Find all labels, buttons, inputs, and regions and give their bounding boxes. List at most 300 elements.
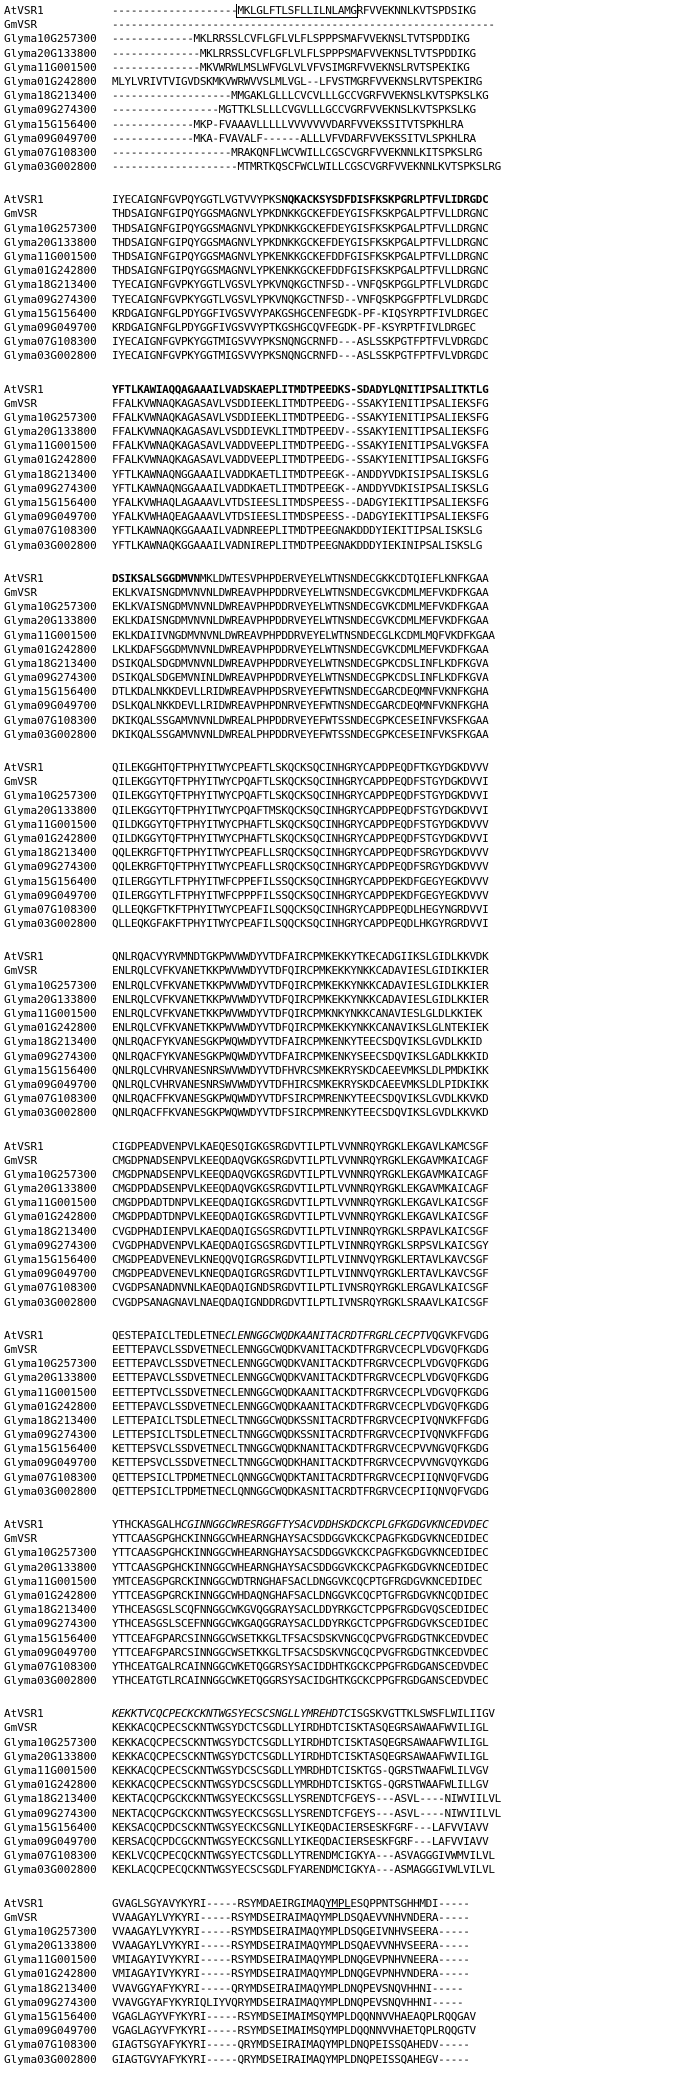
sequence-segment: DSIKQALSDGEMVNINLDWREAVPHPDDRVEYELWTNSNDECGPKCDSLINFLKDFKGVA [112, 671, 489, 685]
sequence-segment: LETTEPSICLTSDLETNECLTNNGGCWQDKSSNITACRDTFRGRVCECPIVQNVKFFGDG [112, 1428, 489, 1442]
sequence-residues [112, 1982, 685, 1996]
sequence-name: Glyma01G242800 [4, 1967, 97, 1981]
sequence-name: Glyma01G242800 [4, 1778, 97, 1792]
sequence-name: Glyma09G049700 [4, 888, 97, 902]
alignment-row [4, 397, 685, 411]
sequence-segment: ENLRQLCVFKVANETKKPWVWWDYVTDFQIRCPMKEKKYNKKCADAVIESLGIDLKKIER [112, 992, 489, 1006]
sequence-segment: KEKTACQCPGCKCKNTWGSYECKCSGSLLYSRENDTCFGEYS---ASVL----NIWVIILVL [112, 1792, 501, 1806]
alignment-row [4, 1210, 685, 1224]
sequence-name: Glyma20G133800 [4, 1749, 97, 1763]
sequence-name: Glyma10G257300 [4, 600, 97, 614]
sequence-name: GmVSR [4, 585, 38, 599]
sequence-name: GmVSR [4, 207, 38, 221]
sequence-name: Glyma09G274300 [4, 671, 97, 685]
sequence-residues [112, 468, 685, 482]
sequence-segment: CGINNGGCWRESRGGFTYSACVDDHSKDCKCPLGFKGDGVKNCEDVDEC [181, 1518, 489, 1531]
sequence-segment: YMPL [325, 1896, 351, 1910]
sequence-segment: VMIAGAYIVYKYRI-----RSYMDSEIRAIMAQYMPLDNQGEVPNHVNEERA----- [112, 1953, 470, 1967]
sequence-name: Glyma07G108300 [4, 1092, 97, 1106]
alignment-row [4, 1939, 685, 1953]
sequence-segment: QNLRQACFFKVANESGKPWQWWDYVTDFSIRCPMRENKYTEECSDQVIKSLGVDLKKVKD [112, 1092, 489, 1106]
sequence-residues [112, 1532, 685, 1546]
sequence-segment: GIAGTSGYAFYKYRI-----QRYMDSEIRAIMAQYMPLDNQPEISSQAHEDV----- [112, 2038, 470, 2052]
alignment-row [4, 572, 685, 586]
sequence-residues [112, 600, 685, 614]
alignment-row [4, 75, 685, 89]
sequence-residues [112, 4, 685, 18]
sequence-name: Glyma07G108300 [4, 1470, 97, 1484]
alignment-row [4, 685, 685, 699]
sequence-name: Glyma15G156400 [4, 306, 97, 320]
sequence-segment: QLLEQKGFTKFTPHYITWYCPEAFILSQQCKSQCINHGRYCAPDPEQDLHEGYNGRDVVI [112, 902, 489, 916]
sequence-name: Glyma03G002800 [4, 1674, 97, 1688]
alignment-row [4, 1953, 685, 1967]
sequence-residues [112, 89, 685, 103]
sequence-residues [112, 1428, 685, 1442]
sequence-residues [112, 1953, 685, 1967]
sequence-segment: -------------MKLRRSSLCVFLGFLVLFLSPPPSMAFVVEKNSLTVTSPDDIKG [112, 32, 470, 46]
sequence-segment: EKLKDAIIVNGDMVNVNLDWREAVPHPDDRVEYELWTNSNDECGLKCDMLMQFVKDFKGAA [112, 628, 495, 642]
sequence-name: Glyma09G274300 [4, 1995, 97, 2009]
sequence-name: Glyma20G133800 [4, 803, 97, 817]
alignment-row [4, 250, 685, 264]
alignment-row [4, 2010, 685, 2024]
alignment-row [4, 614, 685, 628]
sequence-segment: IYECAIGNFGVPQYGGTLVGTVVYPKS [112, 193, 282, 207]
sequence-segment: QNLRQACFYKVANESGKPWQWWDYVTDFAIRCPMKENKYSEECSDQVIKSLGADLKKKID [112, 1049, 489, 1063]
sequence-name: Glyma09G049700 [4, 320, 97, 334]
alignment-row [4, 1632, 685, 1646]
sequence-name: Glyma09G274300 [4, 103, 97, 117]
alignment-row [4, 1050, 685, 1064]
alignment-row [4, 103, 685, 117]
sequence-name: AtVSR1 [4, 950, 44, 964]
alignment-row [4, 600, 685, 614]
sequence-residues [112, 714, 685, 728]
sequence-residues [112, 61, 685, 75]
sequence-segment: CVGDPSANAGNAVLNAEQDAQIGNDDRGDVTILPTLIVNSRQYRGKLSRAAVLKAICSGF [112, 1295, 489, 1309]
sequence-residues [112, 1064, 685, 1078]
sequence-residues [112, 2038, 685, 2052]
sequence-segment: GIAGTGVYAFYKYRI-----QRYMDSEIRAIMAQYMPLDNQPEISSQAHEGV----- [112, 2052, 470, 2066]
sequence-segment: KETTEPSVCLSSDVETNECLTNNGGCWQDKHANITACKDTFRGRVCECPVVNGVQYKGDG [112, 1456, 489, 1470]
alignment-row [4, 1239, 685, 1253]
alignment-row [4, 160, 685, 174]
alignment-row [4, 222, 685, 236]
sequence-segment: ENLRQLCVFKVANETKKPWVWWDYVTDFQIRCPMKEKKYNKKCADAVIESLGIDLKKIER [112, 978, 489, 992]
alignment-row [4, 236, 685, 250]
alignment-row [4, 950, 685, 964]
sequence-segment: LETTEPAICLTSDLETNECLTNNGGCWQDKSSNITACRDTFRGRVCECPIVQNVKFFGDG [112, 1413, 489, 1427]
sequence-segment: FFALKVWNAQKAGASAVLVSDDIEVKLITMDTPEEDV--SSAKYIENITIPSALIEKSFG [112, 425, 489, 439]
sequence-segment: EETTEPAVCLSSDVETNECLENNGGCWQDKVANITACKDTFRGRVCECPLVDGVQFKGDG [112, 1342, 489, 1356]
alignment-row [4, 1168, 685, 1182]
sequence-name: Glyma11G001500 [4, 1574, 97, 1588]
alignment-row [4, 1007, 685, 1021]
sequence-segment: THDSAIGNFGIPQYGGSMAGNVLYPKENKKGCKEFDDFGISFKSKPGALPTFVLLDRGNC [112, 250, 489, 263]
sequence-name: Glyma11G001500 [4, 1764, 97, 1777]
alignment-row [4, 1140, 685, 1154]
sequence-segment: YTTCEAFGPARCSINNGGCWSETKKGLTFSACSDSKVNGCQCPVGFRGDGTNKCEDVDEC [112, 1645, 489, 1659]
sequence-name: Glyma09G049700 [4, 2024, 97, 2038]
sequence-residues [112, 1343, 685, 1357]
sequence-residues [112, 160, 685, 174]
alignment-block [4, 1329, 685, 1499]
sequence-name: AtVSR1 [4, 4, 44, 17]
sequence-segment: DKIKQALSSGAMVNVNLDWREALPHPDDRVEYEFWTSSNDECGPKCESEINFVKSFKGAA [112, 727, 489, 741]
sequence-name: Glyma01G242800 [4, 642, 97, 656]
alignment-row [4, 524, 685, 538]
sequence-name: AtVSR1 [4, 1518, 44, 1531]
alignment-row [4, 775, 685, 789]
alignment-row [4, 411, 685, 425]
alignment-row [4, 1646, 685, 1660]
sequence-name: Glyma09G274300 [4, 1238, 97, 1252]
sequence-name: Glyma18G213400 [4, 278, 97, 292]
sequence-residues [112, 964, 685, 978]
sequence-residues [112, 425, 685, 439]
sequence-name: Glyma18G213400 [4, 1603, 97, 1617]
sequence-residues [112, 1168, 685, 1182]
sequence-name: Glyma11G001500 [4, 1385, 97, 1399]
sequence-segment: KEKKTVCQCPECKCKNTWGSYECSCSNGLLYMREHDTC [112, 1707, 351, 1721]
sequence-residues [112, 614, 685, 628]
sequence-residues [112, 18, 685, 32]
sequence-name: Glyma09G274300 [4, 1806, 97, 1820]
sequence-segment: CMGDPEADVENEVLKNEQDAQIGRGSRGDVTILPTLVINNVQYRGKLERTAVLKAVCSGF [112, 1267, 489, 1281]
sequence-name: Glyma10G257300 [4, 1357, 97, 1371]
sequence-name: AtVSR1 [4, 1139, 44, 1153]
sequence-name: Glyma10G257300 [4, 978, 97, 992]
sequence-name: Glyma01G242800 [4, 264, 97, 278]
sequence-residues [112, 103, 685, 117]
sequence-segment: CIGDPEADVENPVLKAEQESQIGKGSRGDVTILPTLVVNNRQYRGKLEKGAVLKAMCSGF [112, 1139, 489, 1153]
sequence-segment: IYECAIGNFGVPKYGGTMIGSVVYPKSNQNGCRNFD---ASLSSKPGTFPTFVLVDRGDC [112, 349, 489, 363]
alignment-block [4, 950, 685, 1120]
sequence-name: Glyma10G257300 [4, 1167, 97, 1181]
sequence-residues [112, 1357, 685, 1371]
sequence-name: GmVSR [4, 1342, 38, 1356]
alignment-row [4, 1532, 685, 1546]
sequence-segment: KEKLACQCPECQCKNTWGSYECSCSGDLFYARENDMCIGKYA---ASMAGGGIVWLVILVL [112, 1863, 495, 1877]
alignment-row [4, 47, 685, 61]
sequence-name: Glyma10G257300 [4, 32, 97, 46]
alignment-row [4, 1329, 685, 1343]
alignment-row [4, 1721, 685, 1735]
sequence-segment: KRDGAIGNFGLPDYGGFIVGSVVYPAKGSHGCENFEGDK-PF-KIQSYRPTFIVLDRGEC [112, 306, 489, 320]
sequence-segment: QILDKGGYTQFTPHYITWYCPHAFTLSKQCKSQCINHGRYCAPDPEQDFSTGYDGKDVVI [112, 831, 489, 845]
sequence-name: Glyma07G108300 [4, 1849, 97, 1863]
sequence-name: Glyma11G001500 [4, 1953, 97, 1967]
sequence-name: Glyma18G213400 [4, 1413, 97, 1427]
alignment-row [4, 1386, 685, 1400]
sequence-residues [112, 193, 685, 207]
sequence-name: Glyma09G049700 [4, 699, 97, 713]
sequence-name: Glyma09G274300 [4, 860, 97, 874]
sequence-name: Glyma11G001500 [4, 1196, 97, 1210]
sequence-segment: DKIKQALSSGAMVNVNLDWREALPHPDDRVEYEFWTSSNDECGPKCESEINFVKSFKGAA [112, 713, 489, 727]
sequence-residues [112, 1849, 685, 1863]
sequence-residues [112, 1296, 685, 1310]
sequence-name: Glyma09G274300 [4, 481, 97, 495]
sequence-segment: THDSAIGNFGIPQYGGSMAGNVLYPKDNKKGCKEFDEYGISFKSKPGALPTFVLLDRGNC [112, 207, 489, 221]
sequence-residues [112, 1939, 685, 1953]
alignment-row [4, 307, 685, 321]
sequence-segment: -------------MKA-FVAVALF------ALLLVFVDARFVVEKSSITVLSPKHLRA [112, 131, 476, 145]
sequence-residues [112, 510, 685, 524]
sequence-name: Glyma07G108300 [4, 524, 97, 538]
alignment-row [4, 1106, 685, 1120]
sequence-residues [112, 1400, 685, 1414]
alignment-row [4, 1442, 685, 1456]
sequence-residues [112, 2053, 685, 2067]
alignment-row [4, 1660, 685, 1674]
sequence-name: Glyma15G156400 [4, 1631, 97, 1645]
sequence-segment: QNLRQLCVHRVANESNRSWVWWDYVTDFHIRCSMKEKRYSKDCAEEVMKSLDLPIDKIKK [112, 1077, 489, 1091]
sequence-name: Glyma01G242800 [4, 1588, 97, 1602]
alignment-row [4, 1281, 685, 1295]
sequence-name: Glyma20G133800 [4, 1939, 97, 1953]
sequence-segment: KEKKACQCPECSCKNTWGSYDCSCSGDLLYMRDHDTCISKTGS-QGRSTWAAFWLILVGV [112, 1764, 489, 1777]
sequence-name: Glyma07G108300 [4, 902, 97, 916]
sequence-residues [112, 32, 685, 46]
sequence-residues [112, 524, 685, 538]
sequence-residues [112, 1414, 685, 1428]
sequence-segment: CVGDPSANADNVNLKAEQDAQIGNDSRGDVTILPTLIVNSRQYRGKLERGAVLKAICSGF [112, 1281, 489, 1295]
sequence-segment: QETTEPSICLTPDMETNECLQNNGGCWQDKTANITACRDTFRGRVCECPIIQNVQFVGDG [112, 1470, 489, 1484]
sequence-residues [112, 950, 685, 964]
sequence-segment: ESQPPNTSGHHMDI----- [350, 1896, 470, 1910]
alignment-row [4, 264, 685, 278]
sequence-residues [112, 1967, 685, 1981]
sequence-residues [112, 1750, 685, 1764]
alignment-row [4, 2038, 685, 2052]
alignment-row [4, 629, 685, 643]
alignment-row [4, 1400, 685, 1414]
sequence-segment: YFTLKAWIAQQAGAAAILVADSKAEPLITMDTPEEDKS-SDADYLQNITIPSALITKTLG [112, 382, 489, 396]
sequence-name: Glyma18G213400 [4, 1792, 97, 1806]
alignment-row [4, 903, 685, 917]
alignment-row [4, 1807, 685, 1821]
sequence-residues [112, 1646, 685, 1660]
alignment-block [4, 1518, 685, 1688]
alignment-row [4, 657, 685, 671]
sequence-residues [112, 349, 685, 363]
sequence-name: AtVSR1 [4, 761, 44, 774]
sequence-name: Glyma15G156400 [4, 117, 97, 131]
sequence-segment: ------------------------------------------------------------- [112, 18, 495, 32]
sequence-name: Glyma10G257300 [4, 410, 97, 424]
sequence-segment: FFALKVWNAQKAGASAVLVSDDIEEKLITMDTPEEDG--SSAKYIENITIPSALIEKSFG [112, 410, 489, 424]
sequence-name: Glyma03G002800 [4, 2052, 97, 2066]
sequence-residues [112, 1707, 685, 1721]
sequence-segment: GVAGLSGYAVYKYRI-----RSYMDAEIRGIMAQ [112, 1896, 326, 1910]
sequence-name: Glyma01G242800 [4, 831, 97, 845]
sequence-segment: CMGDPEADVENEVLKNEQQVQIGRGSRGDVTILPTLVINNVQYRGKLERTAVLKAVCSGF [112, 1253, 489, 1266]
sequence-segment: NEKTACQCPGCKCKNTWGSYECKCSGSLLYSRENDTCFGEYS---ASVL----NIWVIILVL [112, 1806, 501, 1820]
sequence-alignment [4, 4, 685, 2086]
sequence-residues [112, 1456, 685, 1470]
sequence-name: Glyma15G156400 [4, 685, 97, 699]
sequence-segment: YMTCEASGPGRCKINNGGCWDTRNGHAFSACLDNGGVKCQCPTGFRGDGVKNCEDIDEC [112, 1574, 483, 1588]
sequence-segment: CVGDPHADIENPVLKAEQDAQIGSGSRGDVTILPTLVINNRQYRGKLSRPAVLKAICSGF [112, 1224, 489, 1238]
sequence-segment: VMIAGAYIVYKYRI-----RSYMDSEIRAIMAQYMPLDNQGEVPNHVNDERA----- [112, 1967, 470, 1981]
alignment-row [4, 1154, 685, 1168]
alignment-row [4, 1849, 685, 1863]
sequence-residues [112, 411, 685, 425]
alignment-row [4, 1021, 685, 1035]
sequence-name: Glyma10G257300 [4, 1735, 97, 1749]
sequence-segment: YTHCEATGALRCAINNGGCWKETQGGRSYSACIDDHTKGCKCPPGFRGDGANSCEDVDEC [112, 1659, 489, 1673]
sequence-name: Glyma07G108300 [4, 713, 97, 727]
sequence-residues [112, 860, 685, 874]
sequence-residues [112, 1778, 685, 1792]
alignment-block [4, 761, 685, 931]
sequence-name: Glyma15G156400 [4, 2010, 97, 2023]
alignment-row [4, 383, 685, 397]
sequence-name: GmVSR [4, 1721, 38, 1735]
sequence-name: Glyma03G002800 [4, 1295, 97, 1309]
sequence-residues [112, 236, 685, 250]
alignment-row [4, 1863, 685, 1877]
sequence-name: AtVSR1 [4, 382, 44, 396]
sequence-residues [112, 453, 685, 467]
alignment-row [4, 1778, 685, 1792]
alignment-row [4, 1750, 685, 1764]
alignment-block [4, 1707, 685, 1877]
sequence-residues [112, 1196, 685, 1210]
sequence-name: Glyma07G108300 [4, 145, 97, 159]
sequence-name: Glyma10G257300 [4, 1546, 97, 1560]
sequence-segment: KEKKACQCPECSCKNTWGSYDCTCSGDLLYIRDHDTCISKTASQEGRSAWAAFWVILIGL [112, 1721, 489, 1735]
alignment-row [4, 1911, 685, 1925]
sequence-residues [112, 482, 685, 496]
sequence-name: Glyma20G133800 [4, 1371, 97, 1385]
sequence-segment: -------------------MMGAKLGLLLCVCVLLLGCCVGRFVVEKNSLKVTSPKSLKG [112, 89, 489, 103]
alignment-row [4, 1371, 685, 1385]
sequence-residues [112, 222, 685, 236]
alignment-row [4, 118, 685, 132]
alignment-row [4, 714, 685, 728]
sequence-name: Glyma20G133800 [4, 992, 97, 1006]
sequence-residues [112, 1821, 685, 1835]
sequence-name: Glyma18G213400 [4, 1981, 97, 1995]
sequence-name: Glyma09G274300 [4, 1049, 97, 1063]
sequence-name: GmVSR [4, 1532, 38, 1546]
sequence-name: Glyma03G002800 [4, 1106, 97, 1120]
sequence-name: Glyma03G002800 [4, 727, 97, 741]
sequence-name: Glyma20G133800 [4, 46, 97, 60]
sequence-segment: YFALKVWHAQLAGAAAVLVTDSIEESLITMDSPEESS--DADGYIEKITIPSALIEKSFG [112, 496, 489, 509]
sequence-residues [112, 1632, 685, 1646]
alignment-row [4, 18, 685, 32]
sequence-segment: MKLGLFTLSFLLILNLAMG [237, 4, 357, 17]
sequence-name: Glyma18G213400 [4, 846, 97, 860]
sequence-segment: -------------MKP-FVAAAVLLLLLVVVVVVVDARFVVEKSSITVTSPKHLRA [112, 117, 464, 131]
sequence-segment: CLENNGGCWQDKAANITACRDTFRGRLCECPTV [224, 1328, 432, 1342]
sequence-name: Glyma09G049700 [4, 510, 97, 524]
sequence-segment: EETTEPTVCLSSDVETNECLENNGGCWQDKAANITACKDTFRGRVCECPLVDGVQFKGDG [112, 1385, 489, 1399]
sequence-residues [112, 818, 685, 832]
alignment-row [4, 671, 685, 685]
sequence-residues [112, 657, 685, 671]
sequence-segment: KEKSACQCPDCSCKNTWGSYECKCSGNLLYIKEQDACIERSESKFGRF---LAFVVIAVV [112, 1820, 489, 1834]
sequence-residues [112, 979, 685, 993]
sequence-residues [112, 383, 685, 397]
alignment-row [4, 349, 685, 363]
sequence-segment: QILEKGGYTQFTPHYITWYCPQAFTLSKQCKSQCINHGRYCAPDPEQDFSTGYDGKDVVI [112, 775, 489, 789]
alignment-row [4, 1674, 685, 1688]
sequence-name: Glyma18G213400 [4, 1035, 97, 1049]
alignment-row [4, 1925, 685, 1939]
sequence-segment: IYECAIGNFGVPKYGGTMIGSVVYPKSNQNGCRNFD---ASLSSKPGTFPTFVLVDRGDC [112, 335, 489, 349]
sequence-name: Glyma20G133800 [4, 614, 97, 628]
alignment-row [4, 496, 685, 510]
sequence-segment: YFTLKAWNAQNGGAAAILVADDKAETLITMDTPEEGK--ANDDYVDKISIPSALISKSLG [112, 481, 489, 495]
sequence-residues [112, 264, 685, 278]
sequence-segment: YTTCAASGPGHCKINNGGCWHEARNGHAYSACSDDGGVKCKCPAGFKGDGVKNCEDIDEC [112, 1560, 489, 1574]
sequence-name: Glyma03G002800 [4, 917, 97, 931]
sequence-segment: QETTEPSICLTPDMETNECLQNNGGCWQDKASNITACRDTFRGRVCECPIIQNVQFVGDG [112, 1484, 489, 1498]
sequence-residues [112, 293, 685, 307]
sequence-residues [112, 699, 685, 713]
sequence-residues [112, 643, 685, 657]
sequence-segment: EKLKVAISNGDMVNVNLDWREAVPHPDDRVEYELWTNSNDECGVKCDMLMEFVKDFKGAA [112, 585, 489, 599]
sequence-name: Glyma03G002800 [4, 160, 97, 174]
sequence-residues [112, 586, 685, 600]
sequence-segment: EKLKVAISNGDMVNVNLDWREAVPHPDDRVEYELWTNSNDECGVKCDMLMEFVKDFKGAA [112, 600, 489, 614]
alignment-row [4, 1182, 685, 1196]
sequence-residues [112, 1674, 685, 1688]
sequence-name: Glyma03G002800 [4, 349, 97, 363]
sequence-residues [112, 1050, 685, 1064]
sequence-residues [112, 1154, 685, 1168]
sequence-segment: QLLEQKGFAKFTPHYITWYCPEAFILSQQCKSQCINHGRYCAPDPEQDLHKGYRGRDVVI [112, 917, 489, 931]
alignment-row [4, 482, 685, 496]
sequence-residues [112, 775, 685, 789]
sequence-segment: TYECAIGNFGVPKYGGTLVGSVLYPKVNQKGCTNFSD--VNFQSKPGGFPTFLVLDRGDC [112, 292, 489, 306]
alignment-row [4, 1428, 685, 1442]
sequence-segment: QNLRQACFYKVANESGKPWQWWDYVTDFAIRCPMKENKYTEECSDQVIKSLGVDLKKID [112, 1035, 483, 1049]
alignment-row [4, 2053, 685, 2067]
sequence-name: Glyma11G001500 [4, 1007, 97, 1020]
sequence-name: Glyma18G213400 [4, 1224, 97, 1238]
sequence-residues [112, 250, 685, 264]
sequence-segment: ISGSKVGTTKLSWSFLWILIIGV [350, 1707, 495, 1721]
sequence-segment: QILEKGGYTQFTPHYITWYCPQAFTLSKQCKSQCINHGRYCAPDPEQDFSTGYDGKDVVI [112, 789, 489, 803]
sequence-name: Glyma20G133800 [4, 1560, 97, 1574]
alignment-row [4, 699, 685, 713]
sequence-segment: KEKKACQCPECSCKNTWGSYDCTCSGDLLYIRDHDTCISKTASQEGRSAWAAFWVILIGL [112, 1749, 489, 1763]
sequence-name: Glyma15G156400 [4, 1063, 97, 1077]
sequence-residues [112, 1210, 685, 1224]
sequence-segment: KEKKACQCPECSCKNTWGSYDCTCSGDLLYIRDHDTCISKTASQEGRSAWAAFWVILIGL [112, 1735, 489, 1749]
sequence-name: AtVSR1 [4, 1328, 44, 1342]
sequence-segment: YTHCEASGSLSCEFNNGGCWKGAQGGRAYSACLDDYRKGCTCPPGFRGDGVKSCEDIDEC [112, 1617, 489, 1631]
sequence-residues [112, 1140, 685, 1154]
sequence-name: Glyma09G049700 [4, 1834, 97, 1848]
sequence-segment: THDSAIGNFGIPQYGGSMAGNVLYPKDNKKGCKEFDEYGISFKSKPGALPTFVLLDRGNC [112, 221, 489, 235]
alignment-block [4, 193, 685, 363]
sequence-residues [112, 1035, 685, 1049]
sequence-segment: DSLKQALNKKDEVLLRIDWREAVPHPDNRVEYEFWTNSNDECGARCDEQMNFVKNFKGHA [112, 699, 489, 713]
alignment-row [4, 761, 685, 775]
sequence-residues [112, 1239, 685, 1253]
sequence-segment: EETTEPAVCLSSDVETNECLENNGGCWQDKVANITACKDTFRGRVCECPLVDGVQFKGDG [112, 1371, 489, 1385]
sequence-segment: KERSACQCPDCGCKNTWGSYECKCSGNLLYIKEQDACIERSESKFGRF---LAFVVIAVV [112, 1834, 489, 1848]
sequence-segment: CVGDPHADVENPVLKAEQDAQIGSGSRGDVTILPTLVINNRQYRGKLSRPSVLKAICSGY [112, 1238, 489, 1252]
sequence-segment: QILEKGGHTQFTPHYITWYCPEAFTLSKQCKSQCINHGRYCAPDPEQDFTKGYDGKDVVV [112, 761, 489, 774]
